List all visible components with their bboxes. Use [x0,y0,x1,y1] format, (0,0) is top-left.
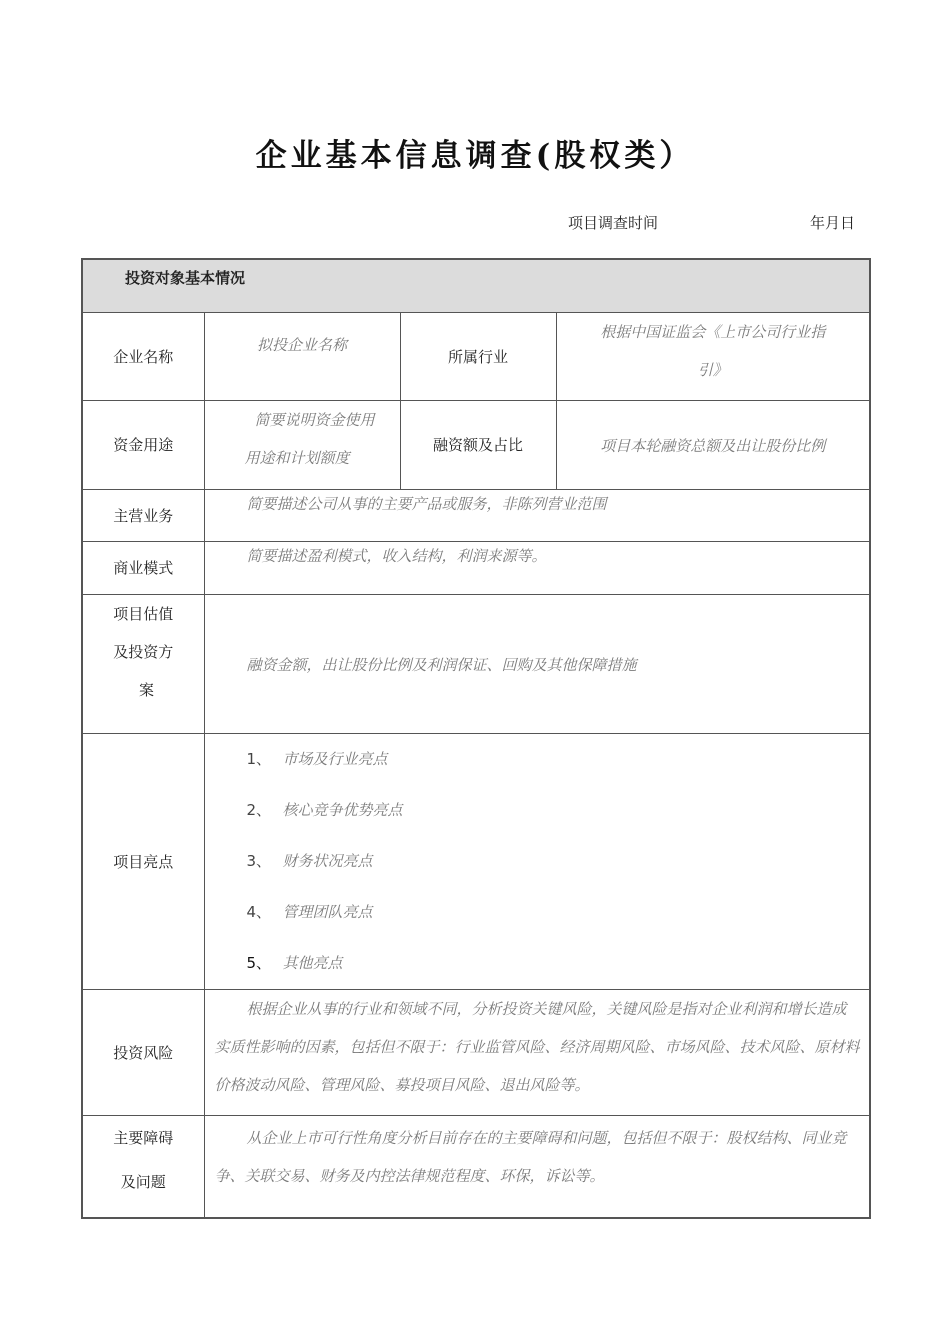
list-item [247,938,870,989]
financing-label: 融资额及占比 [400,401,556,490]
section-header: 投资对象基本情况 [125,269,246,287]
company-name-label: 企业名称 [82,313,204,401]
table-row [82,990,870,1116]
table-row [82,401,870,490]
industry-value-line1: 根据中国证监会《上市公司行业指 [600,323,826,341]
list-item-number: 3、 [246,852,272,870]
list-item [247,785,870,836]
list-item-text: 核心竞争优势亮点 [282,801,403,819]
fund-use-value[interactable] [204,401,400,490]
company-info-table [81,258,871,1219]
document-title: 企业基本信息调查(股权类） [255,138,695,174]
table-row [82,1116,870,1218]
main-business-label: 主营业务 [82,490,204,542]
fund-use-value-line2: 用途和计划额度 [244,449,350,467]
risk-label: 投资风险 [82,990,204,1116]
list-item-text: 财务状况亮点 [282,852,373,870]
obstacles-label-line1: 主要障碍 [113,1129,174,1147]
highlights-list[interactable] [204,734,870,990]
list-item-number: 1、 [246,750,272,768]
valuation-value[interactable]: 融资金额，出让股份比例及利润保证、回购及其他保障措施 [204,595,870,734]
business-model-value[interactable]: 简要描述盈利模式，收入结构，利润来源等。 [204,542,870,595]
list-item-text: 市场及行业亮点 [282,750,388,768]
list-item [247,887,870,938]
fund-use-label: 资金用途 [82,401,204,490]
list-item [247,734,870,785]
list-item-number: 4、 [246,903,272,921]
obstacles-value[interactable]: 从企业上市可行性角度分析目前存在的主要障碍和问题，包括但不限于：股权结构、同业竞争、关联交易、财务及内控法律规范程度、环保，诉讼等。 [204,1116,870,1218]
business-model-label: 商业模式 [82,542,204,595]
table-row [82,313,870,401]
industry-label: 所属行业 [400,313,556,401]
table-row [82,542,870,595]
table-row [82,595,870,734]
valuation-label-line3: 案 [139,681,155,699]
survey-time-label: 项目调查时间 [568,214,659,232]
list-item [247,836,870,887]
table-row [82,490,870,542]
industry-value[interactable] [556,313,870,401]
section-header-row [82,259,870,313]
valuation-label-line2: 及投资方 [113,643,174,661]
industry-value-line2: 引》 [697,361,728,379]
table-row [82,734,870,990]
valuation-label [82,595,204,734]
obstacles-label-line2: 及问题 [120,1173,166,1191]
list-item-number: 2、 [246,801,272,819]
valuation-label-line1: 项目估值 [113,605,174,623]
list-item-text: 其他亮点 [282,954,343,972]
main-business-value[interactable]: 简要描述公司从事的主要产品或服务，非陈列营业范围 [204,490,870,542]
obstacles-label [82,1116,204,1218]
fund-use-value-line1: 简要说明资金使用 [254,411,375,429]
highlights-label: 项目亮点 [82,734,204,990]
date-label: 年月日 [810,214,856,232]
financing-value[interactable]: 项目本轮融资总额及出让股份比例 [556,401,870,490]
company-name-value[interactable]: 拟投企业名称 [204,313,400,401]
risk-value[interactable]: 根据企业从事的行业和领域不同，分析投资关键风险，关键风险是指对企业利润和增长造成实质性影响的因素，包括但不限于：行业监管风险、经济周期风险、市场风险、技术风险、原材料价格波动风险、管理风险、募投项目风险、退出风险等。 [204,990,870,1116]
list-item-number: 5、 [246,954,272,972]
list-item-text: 管理团队亮点 [282,903,373,921]
